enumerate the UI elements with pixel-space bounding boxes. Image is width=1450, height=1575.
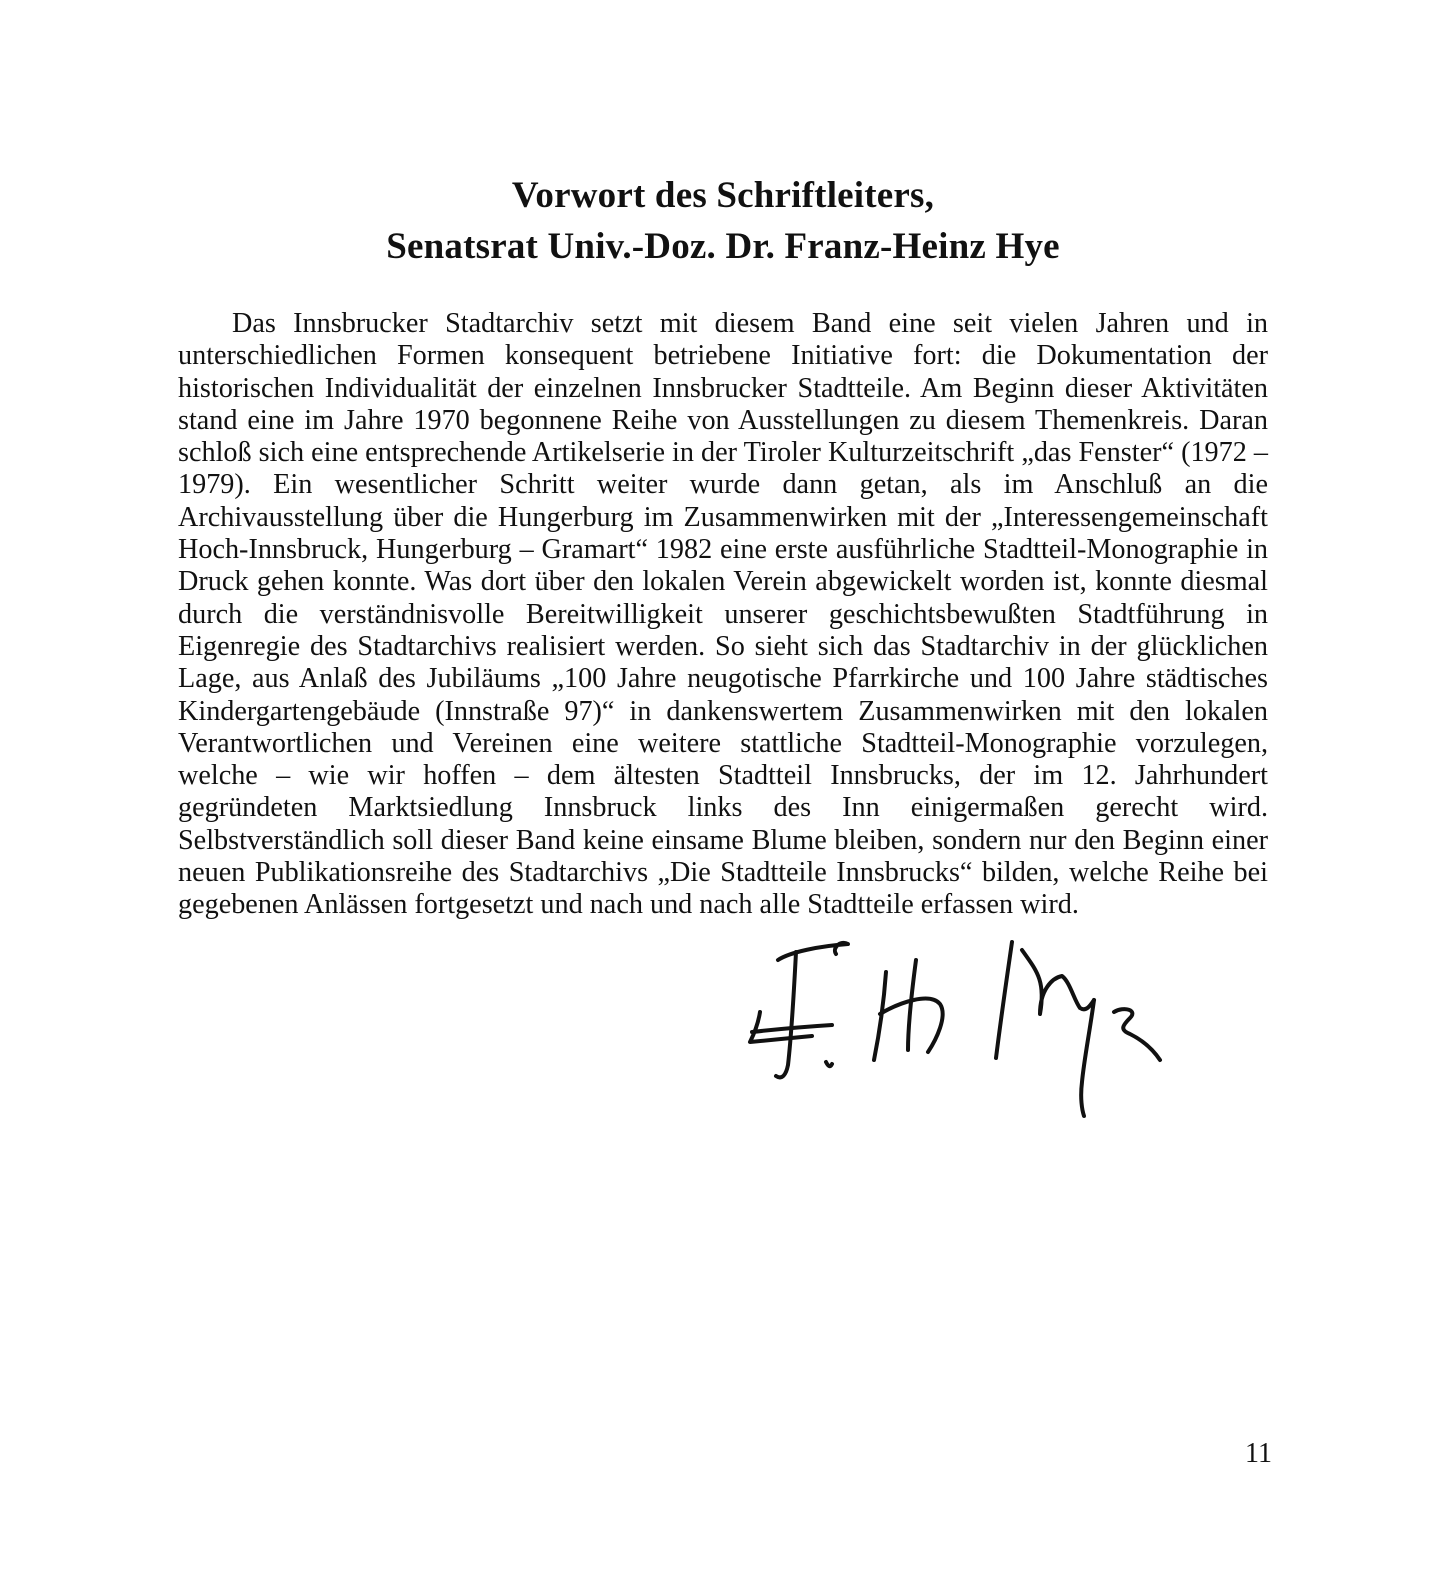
title-line-1: Vorwort des Schriftleiters, (511, 175, 935, 216)
page-number: 11 (1245, 1438, 1272, 1469)
foreword-paragraph: Das Innsbrucker Stadtarchiv setzt mit diesem Band eine seit vielen Jahren und in unterschiedlichen Formen konsequent betriebene Initiative fort: die Dokumentation der historischen Individualität der einzelnen Innsbrucker Stadtteile. Am Beginn dieser Aktivitäten stand eine im Jahre 1970 begonnene Reihe von Ausstellungen zu diesem Themenkreis. Daran schloß sich eine entsprechende Artikelserie in der Tiroler Kulturzeitschrift „das Fenster“ (1972 – 1979). Ein wesentlicher Schritt weiter wurde dann getan, als im Anschluß an die Archivausstellung über die Hungerburg im Zusammenwirken mit der „Interessengemeinschaft Hoch-Innsbruck, Hungerburg – Gramart“ 1982 eine erste ausführliche Stadtteil-Monographie in Druck gehen konnte. Was dort über den lokalen Verein abgewickelt worden ist, konnte diesmal durch die verständnisvolle Bereitwilligkeit unserer geschichtsbewußten Stadtführung in Eigenregie des Stadtarchivs realisiert werden. So sieht sich das Stadtarchiv in der glücklichen Lage, aus Anlaß des Jubiläums „100 Jahre neugotische Pfarrkirche und 100 Jahre städtisches Kindergartengebäude (Innstraße 97)“ in dankenswertem Zusammenwirken mit den lokalen Verantwortlichen und Vereinen eine weitere stattliche Stadtteil-Monographie vorzulegen, welche – wie wir hoffen – dem ältesten Stadtteil Innsbrucks, der im 12. Jahrhundert gegründeten Marktsiedlung Innsbruck links des Inn einigermaßen gerecht wird. Selbstverständlich soll dieser Band keine einsame Blume bleiben, sondern nur den Beginn einer neuen Publikationsreihe des Stadtarchivs „Die Stadtteile Innsbrucks“ bilden, welche Reihe bei gegebenen Anlässen fortgesetzt und nach und nach alle Stadtteile erfassen wird. (178, 308, 1268, 921)
signature-icon (740, 930, 1190, 1130)
page-title (178, 170, 1268, 272)
title-line-2: Senatsrat Univ.-Doz. Dr. Franz-Heinz Hye (386, 226, 1060, 267)
